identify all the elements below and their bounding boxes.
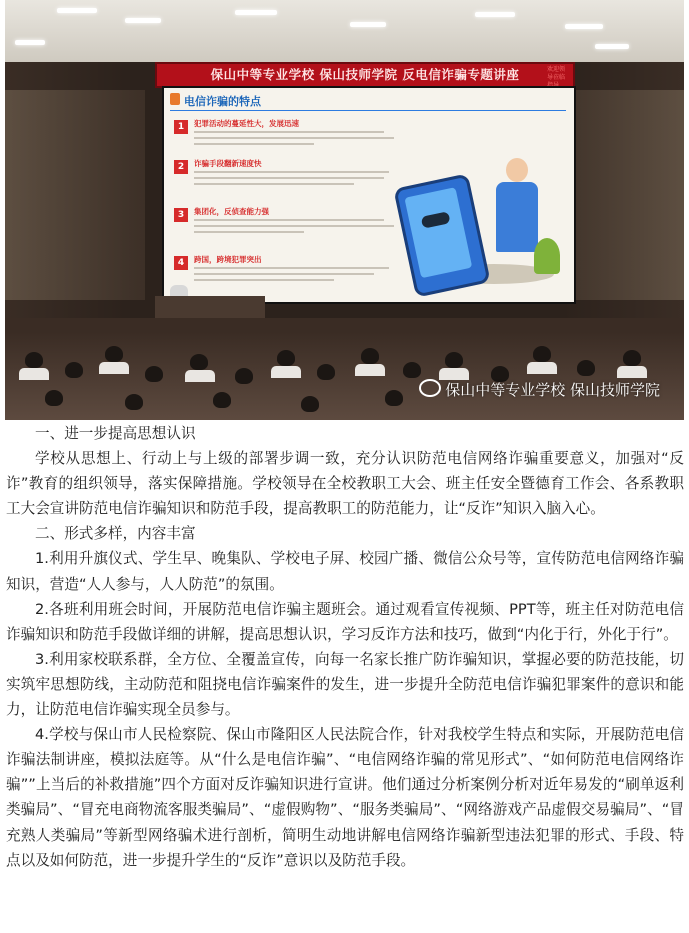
audience-shirt [185, 370, 215, 382]
ceiling-light [565, 24, 603, 29]
slide-item-text-line [194, 131, 384, 133]
slide-item-text-line [194, 267, 389, 269]
slide-item-title: 跨国，跨境犯罪突出 [194, 255, 262, 264]
audience-head [577, 360, 595, 376]
audience-head [301, 396, 319, 412]
slide-item-title: 犯罪活动的蔓延性大，发展迅速 [194, 119, 299, 128]
audience-head [45, 390, 63, 406]
slide-item-text-line [194, 143, 314, 145]
slide-item-number: 1 [174, 120, 188, 134]
audience-head [25, 352, 43, 368]
audience-head [403, 362, 421, 378]
paragraph: 4.学校与保山市人民检察院、保山市隆阳区人民法院合作，针对我校学生特点和实际，开展防范电信诈骗法制讲座，模拟法庭等。从“什么是电信诈骗”、“电信网络诈骗的常见形式”、“如何防范电信网络诈骗””上当后的补救措施”四个方面对反诈骗知识进行宣讲。他们通过分析案例分析对近年易发的“刷单返利类骗局”、“冒充电商物流客服类骗局”、“虚假购物”、“服务类骗局”、“网络游戏产品虚假交易骗局”、“冒充熟人类骗局”等新型网络骗术进行剖析，简明生动地讲解电信网络诈骗新型违法犯罪的形式、手段、特点以及如何防范，进一步提升学生的“反诈”意识以及防范手段。 [6, 726, 684, 869]
ceiling-light [350, 22, 386, 27]
section-heading: 二、形式多样，内容丰富 [35, 525, 196, 543]
person-body [496, 182, 538, 252]
ceiling [5, 0, 684, 62]
ceiling-light [15, 40, 45, 45]
ceiling-light [125, 18, 161, 23]
lecture-photo [5, 0, 684, 420]
audience-head [145, 366, 163, 382]
watermark [419, 379, 660, 400]
slide-item-title: 集团化，反侦查能力强 [194, 207, 269, 216]
victim-illustration [494, 158, 540, 268]
led-banner [155, 62, 575, 88]
slide-item-text-line [194, 273, 374, 275]
slide-item [177, 206, 409, 242]
section-heading: 一、进一步提高思想认识 [35, 425, 196, 442]
audience-head [190, 354, 208, 370]
audience-head [533, 346, 551, 362]
plant-illustration [534, 238, 560, 274]
slide-item-text-line [194, 225, 394, 227]
ceiling-light [57, 8, 97, 13]
ceiling-light [595, 44, 629, 49]
audience [5, 332, 684, 420]
audience-head [65, 362, 83, 378]
ceiling-light [475, 12, 515, 17]
audience-shirt [271, 366, 301, 378]
audience-head [317, 364, 335, 380]
audience-head [445, 352, 463, 368]
wechat-icon [419, 379, 441, 397]
audience-head [277, 350, 295, 366]
slide-item [177, 158, 409, 194]
ceiling-light [235, 10, 277, 15]
phone-screen [404, 187, 472, 278]
paragraph: 2.各班利用班会时间，开展防范电信诈骗主题班会。通过观看宣传视频、PPT等，班主任对防范电信诈骗知识和防范手段做详细的讲解，提高思想认识，学习反诈方法和技巧，做到“内化于行，外化于行”。 [6, 600, 684, 643]
slide-item-text-line [194, 279, 334, 281]
audience-shirt [527, 362, 557, 374]
person-head [506, 158, 528, 182]
audience-head [105, 346, 123, 362]
slide-item-text-line [194, 177, 384, 179]
slide-header [164, 88, 574, 112]
slide-item-number: 3 [174, 208, 188, 222]
audience-head [125, 394, 143, 410]
slide-item-text-line [194, 231, 304, 233]
watermark-text: 保山中等专业学校 保山技师学院 [445, 381, 660, 399]
slide-item [177, 254, 409, 290]
audience-head [361, 348, 379, 364]
slide-item-text-line [194, 183, 354, 185]
paragraph: 1.利用升旗仪式、学生早、晚集队、学校电子屏、校园广播、微信公众号等，宣传防范电信网络诈骗知识，营造“人人参与，人人防范”的氛围。 [6, 550, 684, 593]
audience-head [235, 368, 253, 384]
slide-title: 电信诈骗的特点 [184, 95, 261, 108]
led-banner-small-text: 欢迎领导莅临 [547, 66, 566, 81]
projection-screen [162, 86, 576, 304]
led-banner-text: 保山中等专业学校 保山技师学院 反电信诈骗专题讲座 [210, 67, 520, 82]
audience-shirt [355, 364, 385, 376]
slide-item-text-line [194, 171, 389, 173]
audience-shirt [617, 366, 647, 378]
audience-shirt [19, 368, 49, 380]
slide-item [177, 118, 409, 154]
audience-shirt [99, 362, 129, 374]
article-body [6, 421, 684, 873]
audience-head [213, 392, 231, 408]
paragraph: 3.利用家校联系群，全方位、全覆盖宣传，向每一名家长推广防诈骗知识，掌握必要的防范技能，切实筑牢思想防线，主动防范和阻挠电信诈骗案件的发生，进一步提升全防范电信诈骗犯罪案件的意识和能力，让防范电信诈骗实现全员参与。 [6, 650, 684, 719]
audience-head [385, 390, 403, 406]
slide-item-title: 诈骗手段翻新速度快 [194, 159, 262, 168]
slide-logo-icon [170, 93, 180, 105]
audience-head [623, 350, 641, 366]
thief-mask-icon [421, 211, 451, 229]
paragraph: 学校从思想上、行动上与上级的部署步调一致，充分认识防范电信网络诈骗重要意义，加强对“反诈”教育的组织领导，落实保障措施。学校领导在全校教职工大会、班主任安全暨德育工作会、各系教职工大会宣讲防范电信诈骗知识和防范手段，提高教职工的防范能力，让“反诈”知识入脑入心。 [6, 450, 684, 518]
slide-divider [170, 110, 566, 111]
slide-item-number: 4 [174, 256, 188, 270]
slide-item-number: 2 [174, 160, 188, 174]
slide-item-text-line [194, 219, 384, 221]
wall-panel-left [5, 90, 145, 300]
slide-item-text-line [194, 137, 394, 139]
